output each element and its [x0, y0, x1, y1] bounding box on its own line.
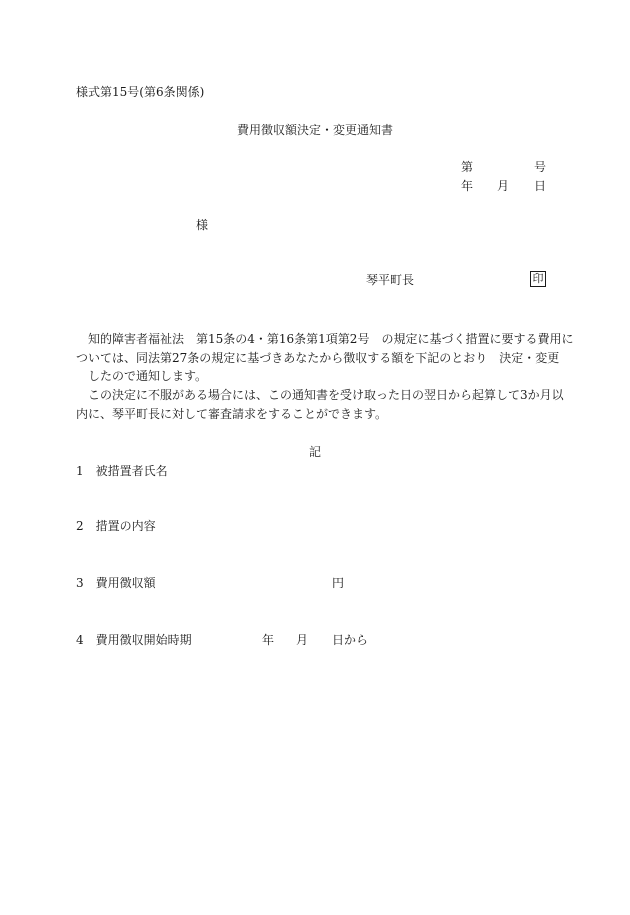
- date-day-label: 日: [534, 179, 547, 193]
- document-title: 費用徴収額決定・変更通知書: [236, 123, 393, 137]
- body-line-5: 内に、琴平町長に対して審査請求をすることができます。: [76, 407, 388, 421]
- start-day-label: 日から: [332, 633, 369, 647]
- date-month-label: 月: [497, 179, 510, 193]
- item-measure-content: 2 措置の内容: [76, 519, 156, 533]
- body-line-1: 知的障害者福祉法 第15条の4・第16条第1項第2号 の規定に基づく措置に要する費用に: [76, 332, 574, 346]
- body-line-3: したので通知します。: [76, 369, 208, 383]
- date-year-label: 年: [461, 179, 474, 193]
- body-line-2: ついては、同法第27条の規定に基づきあなたから徴収する額を下記のとおり 決定・変更: [76, 351, 560, 365]
- document-number-suffix: 号: [534, 160, 547, 174]
- start-month-label: 月: [296, 633, 309, 647]
- note-heading: 記: [308, 445, 321, 459]
- item-collection-start: 4 費用徴収開始時期: [76, 633, 192, 647]
- amount-unit: 円: [332, 576, 345, 590]
- body-line-4: この決定に不服がある場合には、この通知書を受け取った日の翌日から起算して3か月以: [76, 388, 564, 402]
- issuer-name: 琴平町長: [366, 273, 415, 287]
- item-subject-name: 1 被措置者氏名: [76, 464, 168, 478]
- document-number-prefix: 第: [461, 160, 474, 174]
- item-collection-amount: 3 費用徴収額: [76, 576, 156, 590]
- recipient-honorific: 様: [196, 218, 209, 232]
- start-year-label: 年: [262, 633, 275, 647]
- form-number: 様式第15号(第6条関係): [76, 85, 205, 99]
- seal-mark: 印: [530, 271, 546, 287]
